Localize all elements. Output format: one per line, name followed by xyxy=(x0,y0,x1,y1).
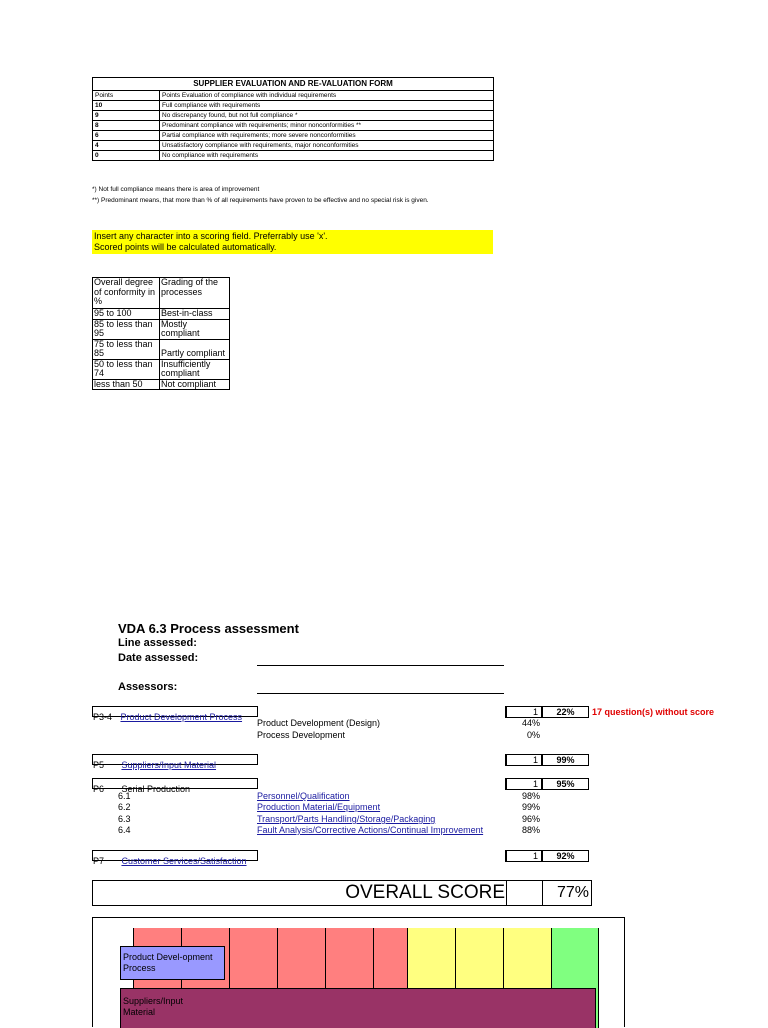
table-row xyxy=(93,278,230,309)
table-row xyxy=(93,319,230,339)
form-title: SUPPLIER EVALUATION AND RE-VALUATION FORM xyxy=(93,78,494,91)
table-row xyxy=(93,121,494,131)
points-cell: 4 xyxy=(93,141,160,151)
process-p6-score: 95% xyxy=(542,778,589,790)
divider xyxy=(506,881,507,905)
process-code: P6 xyxy=(93,784,105,794)
process-p6-label: Serial Production xyxy=(121,784,191,794)
grading-grade: Mostly compliant xyxy=(160,319,230,339)
overall-score-value: 77% xyxy=(557,884,590,901)
assessors-label: Assessors: xyxy=(118,681,178,693)
subprocess-score: 88% xyxy=(521,825,540,835)
points-cell: 6 xyxy=(93,131,160,141)
points-cell: Points xyxy=(93,91,160,101)
subprocess-label: Product Development (Design) xyxy=(257,718,381,728)
missing-score-warning: 17 question(s) without score xyxy=(592,707,715,717)
subprocess-number: 6.3 xyxy=(118,814,131,824)
description-cell: Points Evaluation of compliance with individual requirements xyxy=(160,91,494,101)
process-code: P5 xyxy=(93,760,105,770)
grading-table xyxy=(92,277,230,390)
instructions-box xyxy=(92,230,493,254)
process-p5-count: 1 xyxy=(505,754,542,766)
table-row xyxy=(93,101,494,111)
subprocess-number: 6.2 xyxy=(118,802,131,812)
grading-grade: Partly compliant xyxy=(160,339,230,359)
process-p34-count: 1 xyxy=(505,706,542,718)
grading-range: less than 50 xyxy=(93,379,160,390)
points-cell: 0 xyxy=(93,151,160,161)
table-row xyxy=(93,91,494,101)
subprocess-score: 98% xyxy=(521,791,540,801)
process-p5-link[interactable]: Suppliers/Input Material xyxy=(121,760,217,770)
grading-grade: Insufficiently compliant xyxy=(160,359,230,379)
table-row xyxy=(93,151,494,161)
grading-grade: Not compliant xyxy=(160,379,230,390)
points-cell: 10 xyxy=(93,101,160,111)
grading-range: 95 to 100 xyxy=(93,309,160,320)
process-p6-box xyxy=(92,778,258,794)
subprocess-link[interactable]: Transport/Parts Handling/Storage/Packaging xyxy=(257,814,436,824)
process-p7-link[interactable]: Customer Services/Satisfaction xyxy=(121,856,247,866)
table-row xyxy=(93,141,494,151)
process-score-chart xyxy=(92,917,625,1027)
table-row xyxy=(93,111,494,121)
points-cell: 8 xyxy=(93,121,160,131)
process-p6-count: 1 xyxy=(505,778,542,790)
grading-range: 50 to less than 74 xyxy=(93,359,160,379)
subprocess-score: 96% xyxy=(521,814,540,824)
assessment-title: VDA 6.3 Process assessment xyxy=(118,621,299,636)
process-p7-box xyxy=(92,850,258,866)
process-p5-score: 99% xyxy=(542,754,589,766)
overall-score-label: OVERALL SCORE xyxy=(345,882,505,903)
process-p7-count: 1 xyxy=(505,850,542,862)
description-cell: Partial compliance with requirements; more severe nonconformities xyxy=(160,131,494,141)
grading-range: 75 to less than 85 xyxy=(93,339,160,359)
bar-label: Product Devel-opment Process xyxy=(123,952,213,973)
table-row xyxy=(93,379,230,390)
subprocess-score: 0% xyxy=(526,730,540,740)
table-row xyxy=(93,359,230,379)
grading-grade: Best-in-class xyxy=(160,309,230,320)
overall-score-box xyxy=(92,880,592,906)
process-code: P7 xyxy=(93,856,105,866)
footnote-2: **) Predominant means, that more than % of all requirements have proven to be effective and no special risk is given. xyxy=(92,197,429,204)
description-cell: No discrepancy found, but not full compliance * xyxy=(160,111,494,121)
supplier-evaluation-table xyxy=(92,77,494,161)
date-assessed-label: Date assessed: xyxy=(118,652,199,664)
description-cell: Unsatisfactory compliance with requirements, major nonconformities xyxy=(160,141,494,151)
instructions-line-2: Scored points will be calculated automatically. xyxy=(94,242,277,252)
footnote-1: *) Not full compliance means there is area of improvement xyxy=(92,186,260,193)
process-p7-score: 92% xyxy=(542,850,589,862)
subprocess-link[interactable]: Production Material/Equipment xyxy=(257,802,381,812)
subprocess-score: 44% xyxy=(521,718,540,728)
table-row xyxy=(93,339,230,359)
grading-header-degree: Overall degree of conformity in % xyxy=(93,278,160,309)
process-p34-score: 22% xyxy=(542,706,589,718)
chart-bar-product-development xyxy=(120,946,225,980)
subprocess-link[interactable]: Fault Analysis/Corrective Actions/Continual Improvement xyxy=(257,825,484,835)
grading-range: 85 to less than 95 xyxy=(93,319,160,339)
line-assessed-label: Line assessed: xyxy=(118,637,197,649)
chart-bar-suppliers xyxy=(120,988,596,1028)
instructions-line-1: Insert any character into a scoring field. Preferrably use 'x'. xyxy=(94,231,328,241)
subprocess-number: 6.4 xyxy=(118,825,131,835)
table-row xyxy=(93,309,230,320)
assessors-field[interactable] xyxy=(257,693,504,694)
table-row xyxy=(93,131,494,141)
date-assessed-field[interactable] xyxy=(257,665,504,666)
bar-label: Suppliers/Input Material xyxy=(123,996,184,1017)
process-p5-box xyxy=(92,754,258,770)
description-cell: Predominant compliance with requirements; minor nonconformities ** xyxy=(160,121,494,131)
subprocess-number: 6.1 xyxy=(118,791,131,801)
process-code: P3-4 xyxy=(93,712,113,722)
subprocess-score: 99% xyxy=(521,802,540,812)
description-cell: No compliance with requirements xyxy=(160,151,494,161)
points-cell: 9 xyxy=(93,111,160,121)
process-p34-link[interactable]: Product Development Process xyxy=(120,712,243,722)
description-cell: Full compliance with requirements xyxy=(160,101,494,111)
process-p34-box xyxy=(92,706,258,722)
divider xyxy=(542,881,543,905)
subprocess-label: Process Development xyxy=(257,730,346,740)
grading-header-grade: Grading of the processes xyxy=(160,278,230,309)
subprocess-link[interactable]: Personnel/Qualification xyxy=(257,791,350,801)
